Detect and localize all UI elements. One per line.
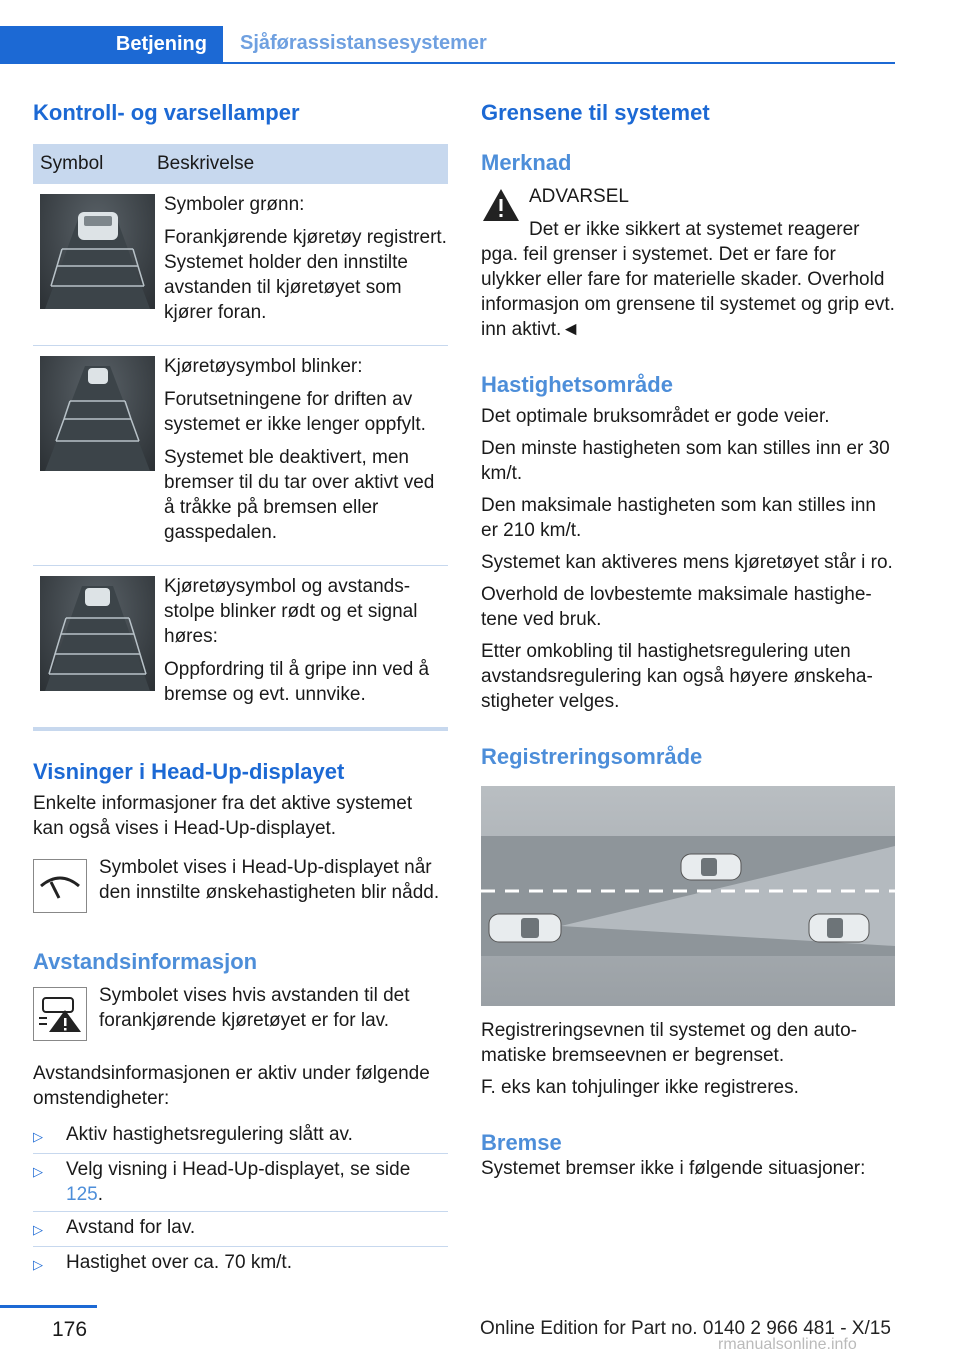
row2-text-2: Systemet ble deaktivert, men bremser til du tar over aktivt ved å tråkke på bremsen eller gasspedalen. bbox=[164, 447, 435, 543]
watermark: rmanualsonline.info bbox=[718, 1336, 857, 1353]
triangle-bullet-icon: ▷ bbox=[33, 1164, 43, 1179]
table-row bbox=[33, 566, 448, 731]
col-symbol: Symbol bbox=[40, 153, 104, 174]
warning-first-line: Det er ikke sikkert at systemet reagerer bbox=[529, 219, 860, 240]
list-item: ▷ Hastighet over ca. 70 km/t. bbox=[33, 1247, 448, 1281]
heading-distance: Avstandsinformasjon bbox=[33, 949, 258, 974]
distance-active-text: Avstandsinformasjonen er aktiv under følgende omstendigheter: bbox=[33, 1063, 430, 1109]
car-blinking-icon bbox=[40, 356, 155, 471]
speed-para: Den minste hastigheten som kan stilles inn er 30 km/t. bbox=[481, 438, 890, 484]
list-item: ▷ Velg visning i Head-Up-displayet, se side 125. bbox=[33, 1154, 448, 1212]
list-item: ▷ Aktiv hastighetsregulering slått av. bbox=[33, 1119, 448, 1154]
right-column bbox=[481, 100, 895, 1181]
row2-text: Forutsetningene for driften av systemet er ikke lenger oppfylt. bbox=[164, 389, 426, 435]
lamps-table-header bbox=[33, 144, 448, 184]
car-front-icon bbox=[681, 854, 741, 880]
heading-note: Merknad bbox=[481, 150, 572, 175]
detection-paragraphs bbox=[481, 1018, 895, 1100]
distance-warning-icon bbox=[33, 987, 87, 1041]
detection-range-illustration bbox=[481, 786, 895, 1006]
tab-sjaforassistanse[interactable]: Sjåførassistansesystemer bbox=[240, 32, 487, 54]
warning-text: pga. feil grenser i systemet. Det er fare for ulykker eller fare for materielle skader. Overhold informasjon om grensene til systemet og grip evt. inn aktivt.◄ bbox=[481, 244, 895, 340]
warning-block bbox=[481, 184, 895, 242]
heading-speed-range: Hastighetsområde bbox=[481, 372, 673, 397]
detect-para: F. eks kan tohjulinger ikke registreres. bbox=[481, 1077, 799, 1098]
speed-para: Systemet kan aktiveres mens kjøretøyet står i ro. bbox=[481, 552, 893, 573]
table-row bbox=[33, 184, 448, 346]
col-description: Beskrivelse bbox=[157, 153, 255, 174]
hud-speed-reached-icon bbox=[33, 859, 87, 913]
hud-symbol-row bbox=[33, 855, 448, 913]
distance-conditions-list bbox=[33, 1119, 448, 1281]
car-distance-green-icon bbox=[40, 194, 155, 309]
brake-text: Systemet bremser ikke i følgende situasjoner: bbox=[481, 1158, 866, 1179]
speed-para: Den maksimale hastigheten som kan stilles inn er 210 km/t. bbox=[481, 495, 876, 541]
hud-intro: Enkelte informasjoner fra det aktive systemet kan også vises i Head-Up-displayet. bbox=[33, 793, 413, 839]
speed-para: Det optimale bruksområdet er gode veier. bbox=[481, 406, 830, 427]
left-column bbox=[33, 100, 448, 1281]
triangle-bullet-icon: ▷ bbox=[33, 1129, 43, 1144]
row1-title: Symboler grønn: bbox=[164, 194, 305, 215]
edition-text: Online Edition for Part no. 0140 2 966 481 - X/15 bbox=[480, 1318, 891, 1339]
heading-limits: Grensene til systemet bbox=[481, 100, 710, 125]
detect-para: Registreringsevnen til systemet og den automatiske bremseevnen er begrenset. bbox=[481, 1020, 857, 1066]
triangle-bullet-icon: ▷ bbox=[33, 1222, 43, 1237]
page-link-125[interactable]: 125 bbox=[66, 1184, 98, 1205]
warning-title: ADVARSEL bbox=[529, 186, 629, 207]
speed-paragraphs bbox=[481, 404, 895, 714]
car-right-icon bbox=[809, 914, 869, 942]
footer-rule bbox=[0, 1305, 97, 1308]
car-distance-red-icon bbox=[40, 576, 155, 691]
page-number: 176 bbox=[52, 1318, 88, 1341]
distance-symbol-text: Symbolet vises hvis avstanden til det forankjørende kjøretøyet er for lav. bbox=[99, 985, 410, 1031]
speed-para: Etter omkobling til hastighetsregulering uten avstandsregulering kan også høyere ønskehastigheter velges. bbox=[481, 641, 873, 712]
row3-title: Kjøretøysymbol og avstandsstolpe blinker rødt og et signal høres: bbox=[164, 576, 418, 647]
heading-lamps: Kontroll- og varsellamper bbox=[33, 100, 300, 125]
row1-text: Forankjørende kjøretøy registrert. Systemet holder den innstilte avstanden til kjøretøyet som kjører foran. bbox=[164, 227, 447, 323]
speed-para: Overhold de lovbestemte maksimale hastighetene ved bruk. bbox=[481, 584, 872, 630]
hud-symbol-text: Symbolet vises i Head-Up-displayet når den innstilte ønskehastigheten blir nådd. bbox=[99, 857, 440, 903]
triangle-bullet-icon: ▷ bbox=[33, 1257, 43, 1272]
heading-detection-range: Registreringsområde bbox=[481, 744, 703, 769]
list-item: ▷ Avstand for lav. bbox=[33, 1212, 448, 1247]
distance-symbol-row bbox=[33, 983, 448, 1041]
heading-hud: Visninger i Head-Up-displayet bbox=[33, 759, 345, 784]
row3-text: Oppfordring til å gripe inn ved å bremse og evt. unnvike. bbox=[164, 659, 430, 705]
table-row bbox=[33, 346, 448, 566]
tab-betjening[interactable]: Betjening bbox=[0, 26, 223, 62]
car-own-icon bbox=[489, 914, 561, 942]
warning-triangle-icon bbox=[481, 187, 521, 223]
row2-title: Kjøretøysymbol blinker: bbox=[164, 356, 363, 377]
lamps-table-body bbox=[33, 184, 448, 731]
heading-brake: Bremse bbox=[481, 1130, 562, 1155]
